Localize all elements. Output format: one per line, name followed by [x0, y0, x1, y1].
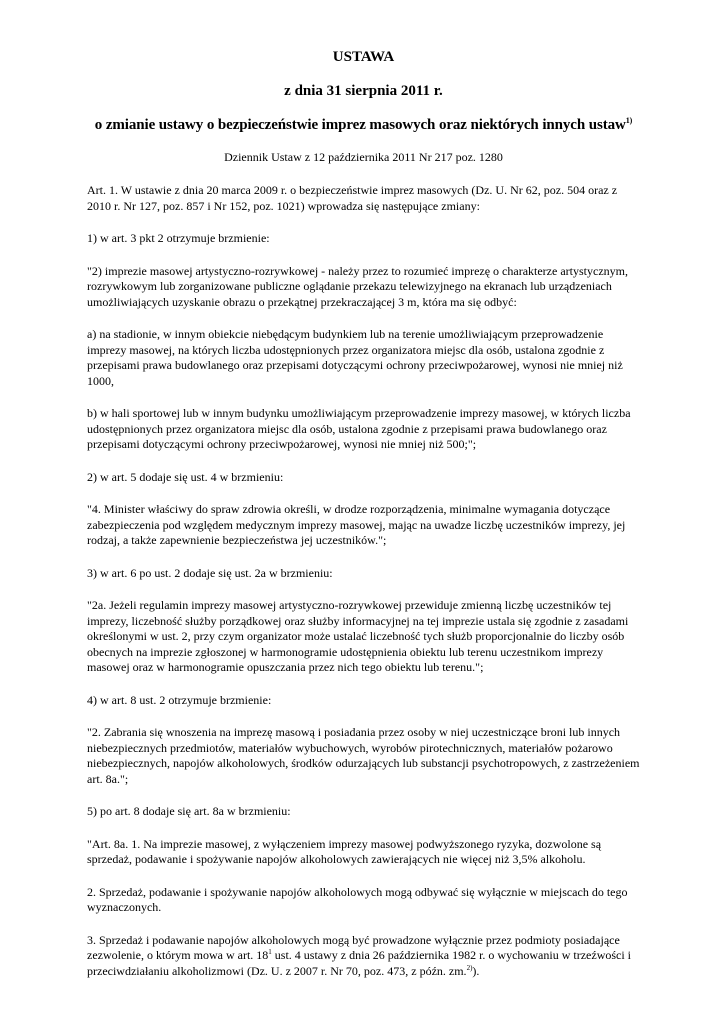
amendment-1-point-a: a) na stadionie, w innym obiekcie niebędącym budynkiem lub na terenie umożliwiającym przeprowadzenie imprezy masowej, na których liczba udostępnionych przez organizatora miejsc dla osób, ustalona zgodnie z przepisami prawa budowlanego oraz przepisami dotyczącymi ochrony przeciwpożarowej, wynosi nie mniej niż 1000, [87, 327, 623, 388]
article-1-intro: Art. 1. W ustawie z dnia 20 marca 2009 r. o bezpieczeństwie imprez masowych (Dz. U. Nr 62, poz. 504 oraz z 2010 r. Nr 127, poz. 857 i Nr 152, poz. 1021) wprowadza się następujące zmiany: [87, 183, 618, 213]
amendment-4-text: "2. Zabrania się wnoszenia na imprezę masową i posiadania przez osoby w niej uczestniczące broni lub innych niebezpiecznych przedmiotów, materiałów wybuchowych, wyrobów pirotechnicznych, materiałów pożarowo niebezpiecznych, napojów alkoholowych, środków odurzających lub substancji psychotropowych, z zastrzeżeniem art. 8a."; [87, 725, 640, 786]
article-8a-par-2: 2. Sprzedaż, podawanie i spożywanie napojów alkoholowych mogą odbywać się wyłącznie w miejscach do tego wyznaczonych. [87, 884, 628, 914]
article-8a-par-1: "Art. 8a. 1. Na imprezie masowej, z wyłączeniem imprezy masowej podwyższonego ryzyka, dozwolone są sprzedaż, podawanie i spożywanie napojów alkoholowych zawierających nie więcej niż 3,5% alkoholu. [87, 836, 602, 866]
document-page [87, 48, 640, 979]
par-3-text-a: 3. Sprzedaż i podawanie napojów alkoholowych mogą być prowadzone wyłącznie przez podmioty posiadające zezwolenie, o którym mowa w art. 18 [87, 932, 620, 962]
amendment-5-heading: 5) po art. 8 dodaje się art. 8a w brzmieniu: [87, 804, 291, 818]
amendment-3-heading: 3) w art. 6 po ust. 2 dodaje się ust. 2a w brzmieniu: [87, 565, 333, 580]
amendment-4-heading: 4) w art. 8 ust. 2 otrzymuje brzmienie: [87, 692, 272, 707]
document-subject [87, 116, 640, 134]
amendment-1-heading: 1) w art. 3 pkt 2 otrzymuje brzmienie: [87, 231, 270, 245]
document-title: USTAWA [332, 49, 395, 65]
amendment-3-text: "2a. Jeżeli regulamin imprezy masowej artystyczno-rozrywkowej przewiduje zmienną liczbę uczestników tej imprezy, liczebność służby porządkowej oraz służby informacyjnej na tej imprezie ustala się zgodnie z zasadami określonymi w ust. 2, przy czym organizator może ustalać liczebność tych służb proporcjonalnie do liczby osób obecnych na imprezie zgłoszonej w harmonogramie udostępnienia obiektu lub terenu uczestnikom imprezy masowej oraz w harmonogramie opuszczania przez nich tego obiektu lub terenu."; [87, 598, 629, 674]
subject-text: o zmianie ustawy o bezpieczeństwie imprez masowych oraz niektórych innych ustaw [94, 117, 626, 133]
amendment-1-text: "2) imprezie masowej artystyczno-rozrywkowej - należy przez to rozumieć imprezę o charakterze artystycznym, rozrywkowym lub zorganizowane publiczne oglądanie przekazu telewizyjnego na ekranach lub urządzeniach umożliwiających uzyskanie obrazu o przekątnej przekraczającej 3 m, która ma się odbyć: [87, 263, 628, 309]
document-date: z dnia 31 sierpnia 2011 r. [284, 83, 443, 99]
footnote-ref: 1) [625, 116, 633, 125]
par-3-text-b: ust. 4 ustawy z dnia 26 października 1982 r. o wychowaniu w trzeźwości i przeciwdziałaniu alkoholizmowi (Dz. U. z 2007 r. Nr 70, poz. 473, z późn. zm. [87, 948, 632, 978]
journal-reference: Dziennik Ustaw z 12 października 2011 Nr 217 poz. 1280 [224, 150, 503, 164]
amendment-1-point-b: b) w hali sportowej lub w innym budynku umożliwiającym przeprowadzenie imprezy masowej, w których liczba udostępnionych przez organizatora miejsc dla osób, ustalona zgodnie z przepisami prawa budowlanego oraz przepisami dotyczącymi ochrony przeciwpożarowej, wynosi nie mniej niż 500;"; [87, 406, 631, 451]
amendment-2-heading: 2) w art. 5 dodaje się ust. 4 w brzmieniu: [87, 469, 284, 484]
par-3-sup-2: 2) [466, 963, 473, 972]
par-3-text-c: ). [472, 963, 480, 978]
article-8a-par-3 [87, 933, 640, 980]
amendment-2-text: "4. Minister właściwy do spraw zdrowia określi, w drodze rozporządzenia, minimalne wymagania dotyczące zabezpieczenia pod względem medycznym imprezy masowej, mając na uwadze liczbę uczestników imprezy, jej rodzaj, a także zapewnienie bezpieczeństwa jej uczestników."; [87, 502, 626, 547]
par-3-sup-1: 1 [268, 948, 272, 956]
